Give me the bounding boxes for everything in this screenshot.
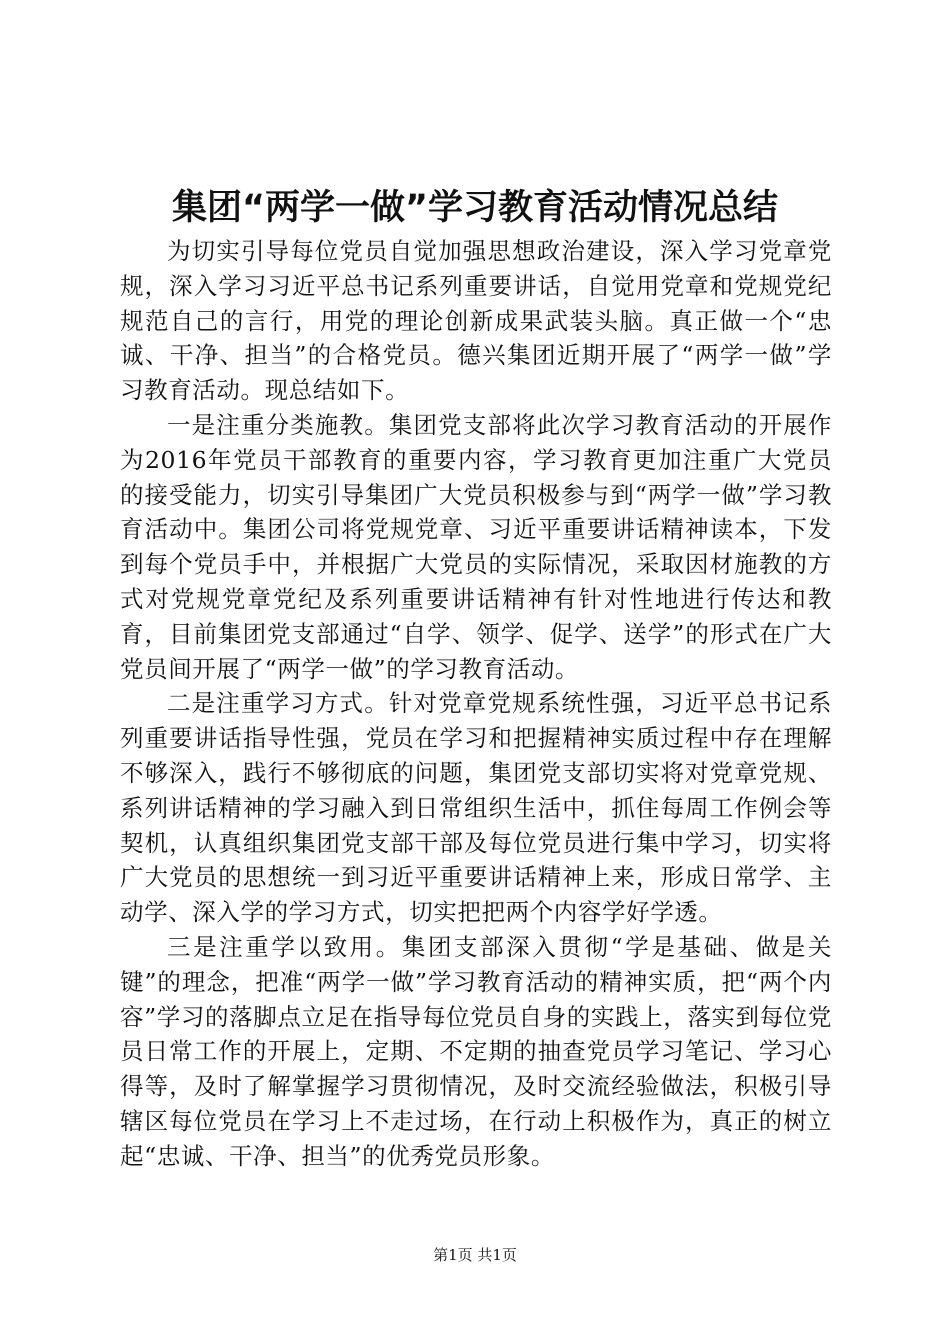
document-body [120,234,832,1174]
paragraph-point-one: 一是注重分类施教。集团党支部将此次学习教育活动的开展作为2016年党员干部教育的重要内容，学习教育更加注重广大党员的接受能力，切实引导集团广大党员积极参与到“两学一做”学习教育活动中。集团公司将党规党章、习近平重要讲话精神读本，下发到每个党员手中，并根据广大党员的实际情况，采取因材施教的方式对党规党章党纪及系列重要讲话精神有针对性地进行传达和教育，目前集团党支部通过“自学、领学、促学、送学”的形式在广大党员间开展了“两学一做”的学习教育活动。 [120,410,832,683]
page-number-footer: 第1页 共1页 [433,1246,517,1264]
paragraph-intro: 为切实引导每位党员自觉加强思想政治建设，深入学习党章党规，深入学习习近平总书记系列重要讲话，自觉用党章和党规党纪规范自己的言行，用党的理论创新成果武装头脑。真正做一个“忠诚、干净、担当”的合格党员。德兴集团近期开展了“两学一做”学习教育活动。现总结如下。 [120,237,832,405]
paragraph-point-two: 二是注重学习方式。针对党章党规系统性强，习近平总书记系列重要讲话指导性强，党员在学习和把握精神实质过程中存在理解不够深入，践行不够彻底的问题，集团党支部切实将对党章党规、系列讲话精神的学习融入到日常组织生活中，抓住每周工作例会等契机，认真组织集团党支部干部及每位党员进行集中学习，切实将广大党员的思想统一到习近平重要讲话精神上来，形成日常学、主动学、深入学的学习方式，切实把把两个内容学好学透。 [120,689,832,927]
document-title: 集团“两学一做”学习教育活动情况总结 [171,188,778,228]
paragraph-point-three: 三是注重学以致用。集团支部深入贯彻“学是基础、做是关键”的理念，把准“两学一做”学习教育活动的精神实质，把“两个内容”学习的落脚点立足在指导每位党员自身的实践上，落实到每位党员日常工作的开展上，定期、不定期的抽查党员学习笔记、学习心得等，及时了解掌握学习贯彻情况，及时交流经验做法，积极引导辖区每位党员在学习上不走过场，在行动上积极作为，真正的树立起“忠诚、干净、担当”的优秀党员形象。 [120,932,832,1170]
